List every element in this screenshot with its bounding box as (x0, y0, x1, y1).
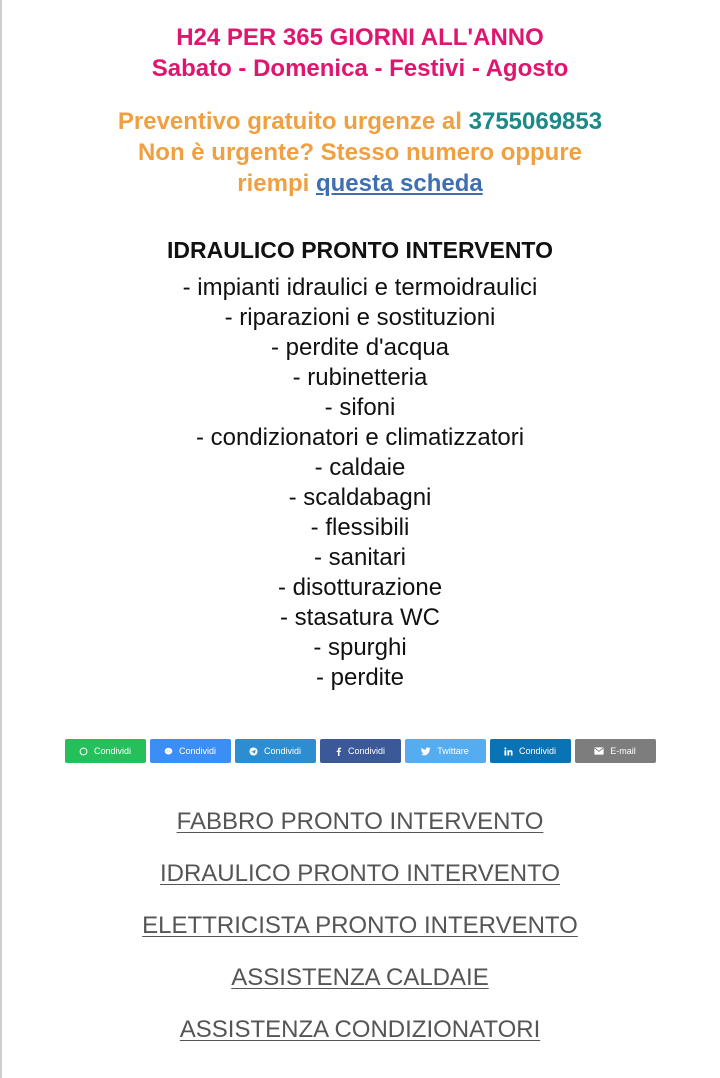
services-list (0, 273, 720, 693)
share-button-label: Condividi (93, 746, 132, 756)
facebook-icon (335, 747, 342, 756)
nav-link[interactable]: FABBRO PRONTO INTERVENTO (176, 808, 544, 835)
service-item: - stasatura WC (279, 604, 441, 631)
service-item: - sifoni (324, 394, 396, 421)
nav-link[interactable]: IDRAULICO PRONTO INTERVENTO (159, 860, 561, 887)
email-icon (594, 747, 604, 755)
share-button-label: E-mail (610, 746, 636, 756)
share-button-email[interactable] (575, 739, 656, 763)
share-button-label: Condividi (178, 746, 217, 756)
quote-line-2: Non è urgente? Stesso numero oppure (137, 139, 583, 166)
telegram-icon (249, 747, 258, 756)
service-item: - scaldabagni (288, 484, 432, 511)
service-item: - perdite (315, 664, 405, 691)
service-item: - flessibili (310, 514, 410, 541)
twitter-icon (421, 747, 431, 756)
share-bar (0, 739, 720, 763)
availability-days: Sabato - Domenica - Festivi - Agosto (151, 55, 569, 82)
service-item: - disotturazione (277, 574, 443, 601)
nav-link[interactable]: ASSISTENZA CONDIZIONATORI (179, 1016, 541, 1043)
service-item: - spurghi (313, 634, 407, 661)
share-button-linkedin[interactable] (490, 739, 571, 763)
nav-link[interactable]: ASSISTENZA CALDAIE (231, 964, 489, 991)
service-item: - perdite d'acqua (270, 334, 450, 361)
quote-line-1 (0, 106, 720, 137)
services-title: IDRAULICO PRONTO INTERVENTO (167, 237, 553, 263)
share-button-telegram[interactable] (235, 739, 316, 763)
service-item: - rubinetteria (292, 364, 428, 391)
quote-line-3-prefix: riempi (237, 170, 316, 197)
service-item: - sanitari (313, 544, 407, 571)
share-button-label: Condividi (263, 746, 302, 756)
share-button-label: Condividi (347, 746, 386, 756)
share-button-label: Condividi (518, 746, 557, 756)
messenger-icon (164, 747, 173, 756)
share-button-facebook[interactable] (320, 739, 401, 763)
quote-prefix: Preventivo gratuito urgenze al (117, 108, 469, 135)
phone-link[interactable]: 3755069853 (468, 108, 603, 135)
quote-block (0, 106, 720, 199)
share-button-label: Twittare (437, 746, 469, 756)
service-item: - riparazioni e sostituzioni (224, 304, 496, 331)
share-button-messenger[interactable] (150, 739, 231, 763)
share-button-whatsapp[interactable] (65, 739, 146, 763)
share-button-twitter[interactable] (405, 739, 486, 763)
service-item: - condizionatori e climatizzatori (195, 424, 525, 451)
form-link[interactable]: questa scheda (315, 170, 483, 197)
linkedin-icon (504, 747, 513, 756)
service-item: - caldaie (314, 454, 406, 481)
availability-line: H24 PER 365 GIORNI ALL'ANNO (176, 24, 544, 51)
whatsapp-icon (79, 747, 88, 756)
nav-links (0, 807, 720, 1045)
service-item: - impianti idraulici e termoidraulici (182, 274, 538, 301)
quote-line-3 (0, 168, 720, 199)
nav-link[interactable]: ELETTRICISTA PRONTO INTERVENTO (142, 912, 578, 939)
availability-header (0, 22, 720, 84)
